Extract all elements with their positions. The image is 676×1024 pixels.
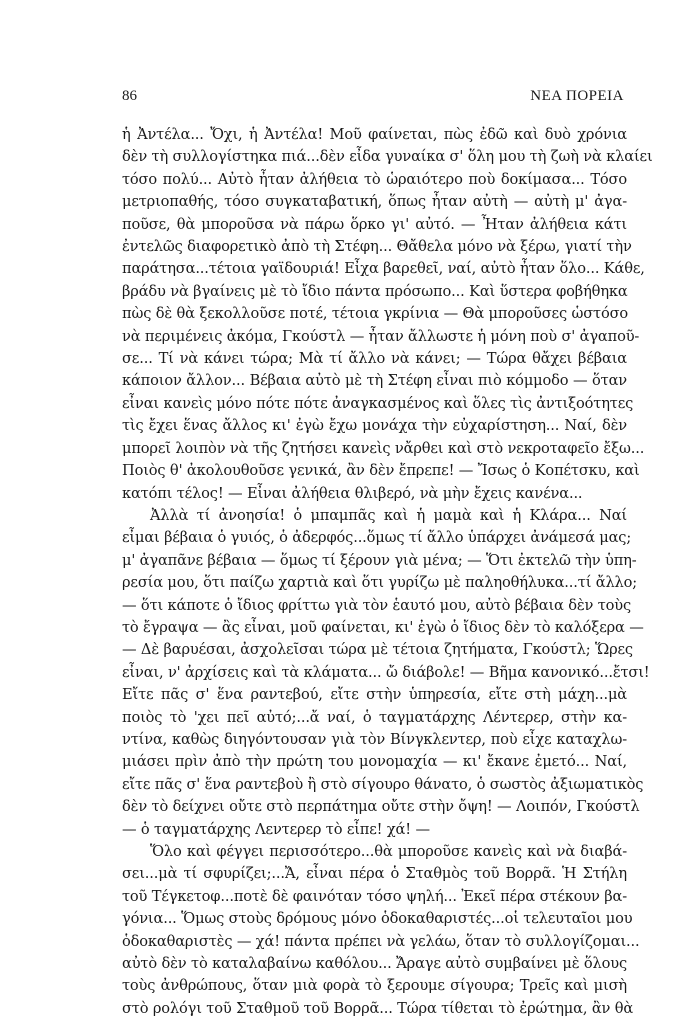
text-line: παράτησα...τέτοια γαϊδουριά! Εἶχα βαρεθεῖ, ναί, αὐτὸ ἦταν ὅλο... Κάθε, [122,260,645,278]
page-header [122,88,624,108]
text-line: τοῦ Τέγκετοφ...ποτὲ δὲ φαινόταν τόσο ψηλή... Ἐκεῖ πέρα στέκουν βα- [122,887,628,905]
text-line: ἐντελῶς διαφορετικὸ ἀπὸ τὴ Στέφη... Θἄθελα μόνο νὰ ξέρω, γιατί τὴν [122,238,632,256]
text-line: Ποιὸς θ' ἀκολουθοῦσε γενικά, ἂν δὲν ἔπρεπε! — Ἴσως ὁ Κοπέτσκυ, καὶ [122,462,640,480]
text-line: ποῦσε, θὰ μποροῦσα νὰ πάρω ὅρκο γι' αὐτό. — Ἦταν ἀλήθεια κάτι [122,215,627,233]
text-line: μπορεῖ λοιπὸν νὰ τῆς ζητήσει κανεὶς νἄρθει καὶ στὸ νεκροταφεῖο ἔξω... [122,439,645,457]
text-line: Ἀλλὰ τί ἀνοησία! ὁ μπαμπᾶς καὶ ἡ μαμὰ καὶ ἡ Κλάρα... Ναί [150,506,627,524]
body-text [122,124,653,1020]
text-line: πὼς δὲ θὰ ξεκολλοῦσε ποτέ, τέτοια γκρίνια — Θὰ μποροῦσες ὡστόσο [122,305,629,323]
text-line: εἴτε πᾶς σ' ἕνα ραντεβοὺ ἢ στὸ σίγουρο θάνατο, ὁ σωστὸς ἀξιωματικὸς [122,775,644,793]
text-line: ὁδοκαθαριστὲς — χά! πάντα πρέπει νὰ γελάω, ὅταν τὸ συλλογίζομαι... [122,932,640,950]
page-number: 86 [122,88,137,104]
text-line: γόνια... Ὅμως στοὺς δρόμους μόνο ὁδοκαθαριστές...οἱ τελευταῖοι μου [122,910,633,928]
text-line: σε... Τί νὰ κάνει τώρα; Μὰ τί ἄλλο νὰ κάνει; — Τώρα θἄχει βέβαια [122,350,627,368]
text-line: μετριοπαθής, τόσο συγκαταβατική, ὅπως ἦταν αὐτὴ — αὐτὴ μ' ἀγα- [122,193,627,211]
text-line: ντίνα, καθὼς διηγόντουσαν γιὰ τὸν Βίνγκλεντερ, ποὺ εἶχε καταχλω- [122,730,627,748]
text-line: τοὺς ἀνθρώπους, ὅταν μιὰ φορὰ τὸ ξερουμε σίγουρα; Τρεῖς καὶ μισὴ [122,977,627,995]
text-line: κατόπι τέλος! — Εἶναι ἀλήθεια θλιβερό, νὰ μὴν ἔχεις κανένα... [122,484,583,502]
text-line: νὰ περιμένεις ἀκόμα, Γκούστλ — ἦταν ἄλλωστε ἡ μόνη ποὺ σ' ἀγαποῦ- [122,327,640,345]
text-line: τὸ ἔγραψα — ἂς εἶναι, μοῦ φαίνεται, κι' ἐγὼ ὁ ἴδιος δὲν τὸ καλόξερα — [122,618,644,636]
text-line: τὶς ἔχει ἕνας ἄλλος κι' ἐγὼ ἔχω μονάχα τὴν εὐχαρίστηση... Ναί, δὲν [122,417,627,435]
running-title: ΝΕΑ ΠΟΡΕΙΑ [530,88,624,104]
text-line: Εἴτε πᾶς σ' ἕνα ραντεβού, εἴτε στὴν ὑπηρεσία, εἴτε στὴ μάχη...μὰ [122,686,627,704]
text-line: ρεσία μου, ὅτι παίζω χαρτιὰ καὶ ὅτι γυρίζω μὲ παληοθήλυκα...τί ἄλλο; [122,574,638,592]
text-line: στὸ ρολόγι τοῦ Σταθμοῦ τοῦ Βορρᾶ... Τώρα τίθεται τὸ ἐρώτημα, ἂν θὰ [122,999,634,1017]
text-line: — ὅτι κάποτε ὁ ἴδιος φρίττω γιὰ τὸν ἑαυτό μου, αὐτὸ βέβαια δὲν τοὺς [122,596,632,614]
text-line: μιάσει πρὶν ἀπὸ τὴν πρώτη του μονομαχία — κι' ἔκανε ἐμετό... Ναί, [122,753,627,771]
text-line: Ὅλο καὶ φέγγει περισσότερο...θὰ μποροῦσε κανεὶς καὶ νὰ διαβά- [150,843,627,860]
text-line: σει...μὰ τί σφυρίζει;...Ἄ, εἶναι πέρα ὁ Σταθμὸς τοῦ Βορρᾶ. Ἡ Στήλη [122,865,627,883]
text-line: — ὁ ταγματάρχης Λεντερερ τὸ εἶπε! χά! — [122,820,430,838]
text-line: τόσο πολύ... Αὐτὸ ἦταν ἀλήθεια τὸ ὡραιότερο ποὺ δοκίμασα... Τόσο [122,170,627,188]
text-line: εἶναι κανεὶς μόνο πότε πότε ἀναγκασμένος καὶ ὅλες τὶς ἀντιξοότητες [122,394,634,412]
text-line: βράδυ νὰ βγαίνεις μὲ τὸ ἴδιο πάντα πρόσωπο... Καὶ ὕστερα φοβήθηκα [122,282,628,300]
text-line: κάποιον ἄλλον... Βέβαια αὐτὸ μὲ τὴ Στέφη εἶναι πιὸ κόμμοδο — ὅταν [122,372,627,390]
text-line: — Δὲ βαρυέσαι, ἀσχολεῖσαι τώρα μὲ τέτοια ζητήματα, Γκούστλ; Ὥρες [122,641,633,659]
text-line: δὲν τὸ δείχνει οὔτε στὸ περπάτημα οὔτε στὴν ὄψη! — Λοιπόν, Γκούστλ [122,798,640,816]
text-line: εἶμαι βέβαια ὁ γυιός, ὁ ἀδερφός...ὅμως τί ἄλλο ὑπάρχει ἀνάμεσά μας; [122,529,632,547]
text-line: ποιὸς τὸ 'χει πεῖ αὐτό;...ἄ ναί, ὁ ταγματάρχης Λέντερερ, στὴν κα- [122,708,627,726]
text-line: εἶναι, ν' ἀρχίσεις καὶ τὰ κλάματα... ὤ διάβολε! — Βῆμα κανονικό...ἔτσι! [122,663,650,681]
text-line: ἡ Ἀντέλα... Ὄχι, ἡ Ἀντέλα! Μοῦ φαίνεται, πὼς ἐδῶ καὶ δυὸ χρόνια [122,126,627,143]
text-line: αὐτὸ δὲν τὸ καταλαβαίνω καθόλου... Ἄραγε αὐτὸ συμβαίνει μὲ ὅλους [122,955,627,973]
text-line: μ' ἀγαπᾶνε βέβαια — ὅμως τί ξέρουν γιὰ μένα; — Ὅτι ἐκτελῶ τὴν ὑπη- [122,551,637,569]
text-line: δὲν τὴ συλλογίστηκα πιά...δὲν εἶδα γυναίκα σ' ὅλη μου τὴ ζωὴ νὰ κλαίει [122,148,653,166]
